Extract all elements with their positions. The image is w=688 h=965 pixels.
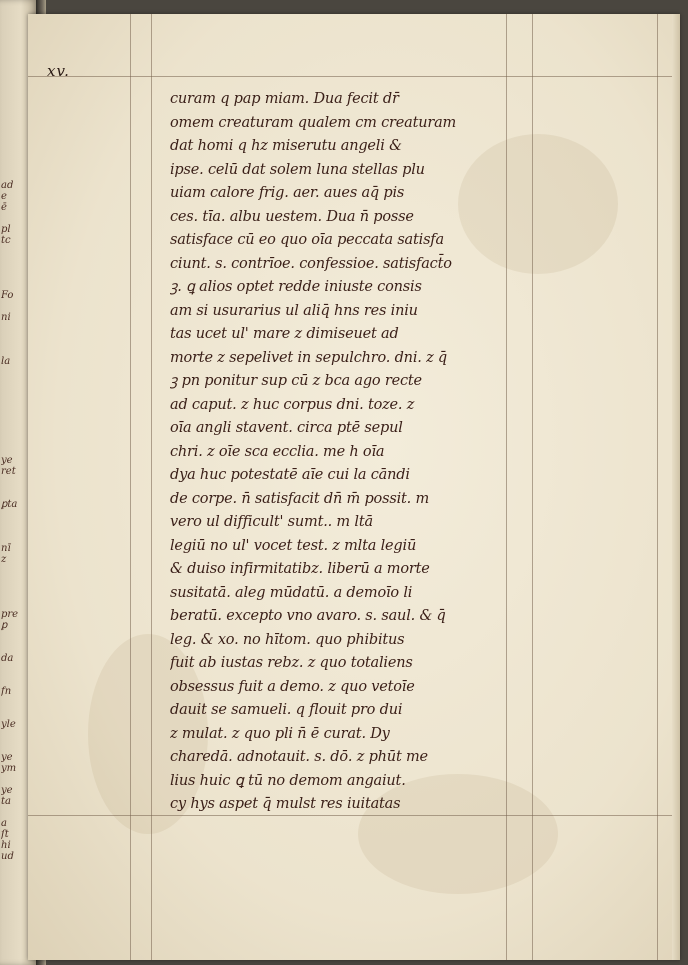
manuscript-line: lius huic ꝗ tū no demom angaiut.: [170, 772, 406, 789]
manuscript-line: susitatā. aleg mūdatū. a demoīo li: [170, 584, 413, 601]
manuscript-line: satisface cū eo quo oīa peccata satisfa: [170, 232, 444, 248]
manuscript-line: morte z sepelivet in sepulchro. dni. z q̄: [170, 349, 448, 366]
manuscript-line: dauit se samueli. q flouit pro dui: [170, 702, 403, 718]
facing-page-fragment: ꝑ: [1, 620, 8, 631]
facing-page-fragment: ē: [1, 202, 7, 213]
facing-page-fragment: z: [1, 554, 7, 565]
manuscript-line: oīa angli stavent. circa ptē sepul: [170, 420, 403, 436]
manuscript-line: curam q pap miam. Dua fecit dr̄: [170, 91, 399, 107]
manuscript-line: omem creaturam qualem cm creaturam: [170, 114, 457, 131]
manuscript-line: de corpe. n̄ satisfacit dn̄ m̄ possit. m: [170, 490, 429, 507]
facing-page-fragment: hi: [1, 840, 11, 851]
facing-page-fragment: ud: [1, 851, 14, 862]
manuscript-line: z mulat. z quo pli n̄ ē curat. Dy: [170, 725, 390, 742]
facing-page-fragment: ret: [1, 466, 16, 477]
manuscript-line: dat homi q hz miserutu angeli &: [170, 138, 402, 154]
manuscript-line: leg. & xo. no hītom. quo phibitus: [170, 631, 405, 648]
facing-page-fragment: ni: [1, 312, 11, 323]
manuscript-line: cy hys aspet q̄ mulst res iuitatas: [170, 796, 401, 812]
facing-page-fragment: tc: [1, 235, 11, 246]
facing-page-fragment: ye: [1, 785, 13, 796]
manuscript-line: charedā. adnotauit. s. dō. z phūt me: [170, 749, 428, 765]
ruling-line-margin: [657, 14, 658, 960]
facing-page-fragment: da: [1, 653, 14, 664]
facing-page-fragment: pl: [1, 224, 11, 235]
manuscript-line: ad caput. z huc corpus dni. toze. z: [170, 396, 415, 413]
facing-page-fragment: fn: [1, 686, 12, 697]
text-column: [170, 88, 520, 817]
ruling-line-right-outer: [532, 14, 533, 960]
manuscript-line: ipse. celū dat solem luna stellas plu: [170, 161, 425, 178]
ruling-line-left-inner: [151, 14, 152, 960]
page-fore-edge: [672, 14, 680, 960]
manuscript-line: uiam calore frig. aer. aues aq̄ pis: [170, 185, 405, 201]
folio-number: xv.: [47, 62, 70, 80]
manuscript-line: beratū. excepto vno avaro. s. saul. & q̄: [170, 608, 446, 624]
facing-page-fragment: pre: [1, 609, 19, 620]
manuscript-line: ꝫ pn ponitur sup cū z bca ago recte: [170, 373, 422, 389]
manuscript-line: & duiso infirmitatibz. liberū a morte: [170, 561, 430, 577]
facing-page-fragment: a: [1, 818, 7, 829]
facing-page-fragment: ad: [1, 180, 14, 191]
facing-page-fragment: la: [1, 356, 11, 367]
manuscript-line: ces. tīa. albu uestem. Dua n̄ posse: [170, 208, 414, 225]
manuscript-line: chri. z oīe sca ecclia. me h oīa: [170, 443, 385, 460]
ruling-line-left-outer: [130, 14, 131, 960]
facing-page-fragment: e: [1, 191, 7, 202]
facing-page-fragment: ym: [1, 763, 17, 774]
manuscript-line: tas ucet ul' mare z dimiseuet ad: [170, 326, 399, 342]
facing-page-fragment: ſt: [1, 829, 9, 840]
facing-page-fragment: ye: [1, 455, 13, 466]
facing-page-fragment: yle: [1, 719, 16, 730]
facing-page-fragment: ta: [1, 796, 11, 807]
manuscript-line: ciunt. s. contrīoe. confessioe. satisfact̄o: [170, 255, 452, 272]
facing-page-fragment: ye: [1, 752, 13, 763]
manuscript-line: obsessus fuit a demo. z quo vetoīe: [170, 678, 415, 695]
manuscript-line: ꝫ. ꝗ alios optet redde iniuste consis: [170, 279, 422, 295]
manuscript-line: am si usurarius ul aliq̄ hns res iniu: [170, 302, 418, 319]
facing-page-fragment: nī: [1, 543, 11, 554]
facing-page-fragment: ꝑta: [1, 499, 18, 510]
manuscript-line: vero ul difficult' sumt.. m ltā: [170, 514, 373, 530]
manuscript-line: dya huc potestatē aīe cui la cāndi: [170, 467, 410, 483]
facing-page-fragment: Fo: [1, 290, 14, 301]
manuscript-line: legiū no ul' vocet test. z mlta legiū: [170, 537, 417, 554]
manuscript-line: fuit ab iustas rebz. z quo totaliens: [170, 655, 413, 671]
manuscript-page: [28, 14, 680, 960]
ruling-line-top: [28, 76, 680, 77]
